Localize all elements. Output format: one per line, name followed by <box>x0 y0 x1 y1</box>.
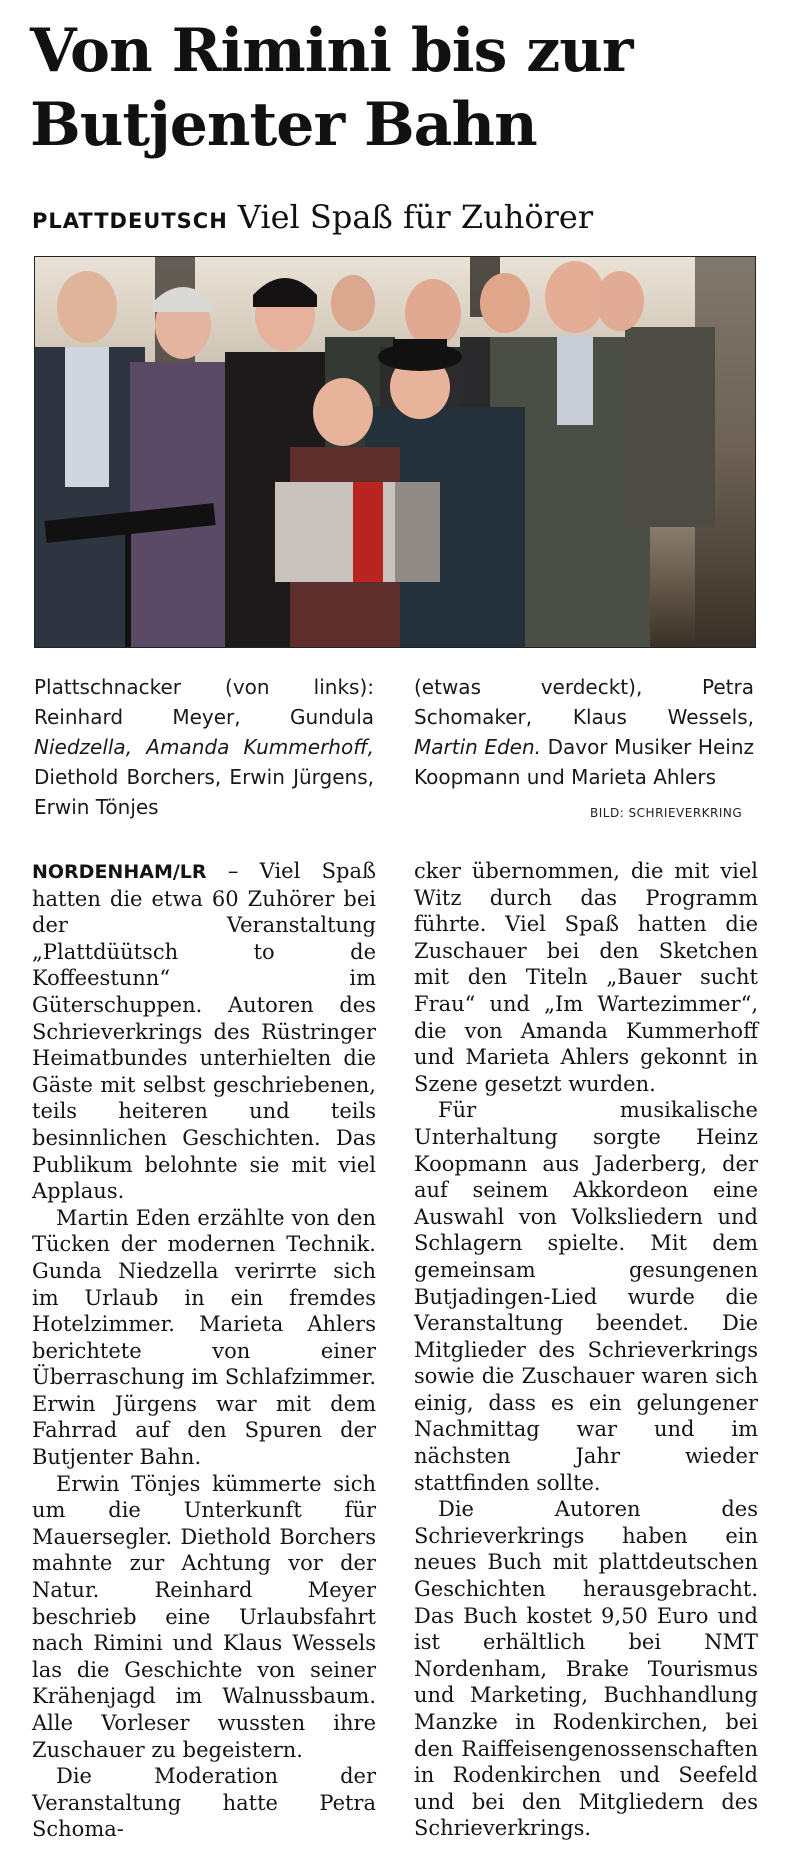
kicker: PLATTDEUTSCH <box>32 209 228 233</box>
photo-credit: BILD: SCHRIEVERKRING <box>590 806 743 820</box>
caption-name-italic: Niedzella, Amanda Kummerhoff, <box>34 735 374 759</box>
photo-caption-left <box>34 672 374 822</box>
article-column-left <box>32 858 376 1843</box>
subline <box>32 198 772 246</box>
caption-text: (etwas verdeckt), Petra Schomaker, Klaus Wessels, <box>414 675 754 729</box>
group-photo-illustration <box>35 257 756 648</box>
article-paragraph: Die Moderation der Veranstaltung hatte Petra Schoma- <box>32 1764 376 1842</box>
dateline: NORDENHAM/LR <box>32 861 207 883</box>
article-paragraph: Die Autoren des Schrieverkrings haben ein neues Buch mit plattdeutschen Geschichten herausgebracht. Das Buch kostet 9,50 Euro und ist erhältlich bei NMT Nordenham, Brake Tourismus und Marketing, Buchhandlung Manzke in Rodenkirchen, bei den Raiffeisengenossenschaften in Rodenkirchen und Seefeld und bei den Mitgliedern des Schrieverkrings. <box>414 1497 758 1841</box>
caption-text: Davor Musiker Heinz Koopmann und Marieta Ahlers <box>414 735 754 789</box>
article-paragraph: Für musikalische Unterhaltung sorgte Heinz Koopmann aus Jaderberg, der auf seinem Akkordeon eine Auswahl von Volksliedern und Schlagern spielte. Mit dem gemeinsam gesungenen Butjadingen-Lied wurde die Veranstaltung beendet. Die Mitglieder des Schrieverkrings sowie die Zuschauer waren sich einig, dass es ein gelungener Nachmittag war und im nächsten Jahr wieder stattfinden sollte. <box>414 1098 758 1495</box>
caption-name-italic: Martin Eden. <box>414 735 542 759</box>
article-paragraph <box>32 858 376 1205</box>
article-paragraph: Martin Eden erzählte von den Tücken der modernen Technik. Gunda Niedzella verirrte sich im Urlaub in ein fremdes Hotelzimmer. Marieta Ahlers berichtete von einer Überraschung im Schlafzimmer. Erwin Jürgens war mit dem Fahrrad auf den Spuren der Butjenter Bahn. <box>32 1205 376 1470</box>
subtitle: Viel Spaß für Zuhörer <box>237 198 594 236</box>
article-paragraph: Erwin Tönjes kümmerte sich um die Unterkunft für Mauersegler. Diethold Borchers mahnte zur Achtung vor der Natur. Reinhard Meyer beschrieb eine Urlaubsfahrt nach Rimini und Klaus Wessels las die Geschichte von seiner Krähenjagd im Walnussbaum. Alle Vorleser wussten ihre Zuschauer zu begeistern. <box>32 1471 376 1762</box>
article-column-right <box>414 858 758 1842</box>
headline: Von Rimini bis zur Butjenter Bahn <box>30 16 633 160</box>
group-photo <box>34 256 756 648</box>
article-paragraph: cker übernommen, die mit viel Witz durch das Programm führte. Viel Spaß hatten die Zuschauer bei den Sketchen mit den Titeln „Bauer sucht Frau“ und „Im Wartezimmer“, die von Amanda Kummerhoff und Marieta Ahlers gekonnt in Szene gesetzt wurden. <box>414 859 758 1096</box>
caption-text: Plattschnacker (von links): Reinhard Meyer, Gundula <box>34 675 374 729</box>
photo-caption-right <box>414 672 754 792</box>
caption-text: Diethold Borchers, Erwin Jürgens, Erwin Tönjes <box>34 765 374 819</box>
paragraph-text: – Viel Spaß hatten die etwa 60 Zuhörer bei der Veranstaltung „Plattdüütsch to de Koffeestunn“ im Güterschuppen. Autoren des Schrieverkrings des Rüstringer Heimatbundes unterhielten die Gäste mit selbst geschriebenen, teils heiteren und teils besinnlichen Geschichten. Das Publikum belohnte sie mit viel Applaus. <box>32 859 376 1204</box>
